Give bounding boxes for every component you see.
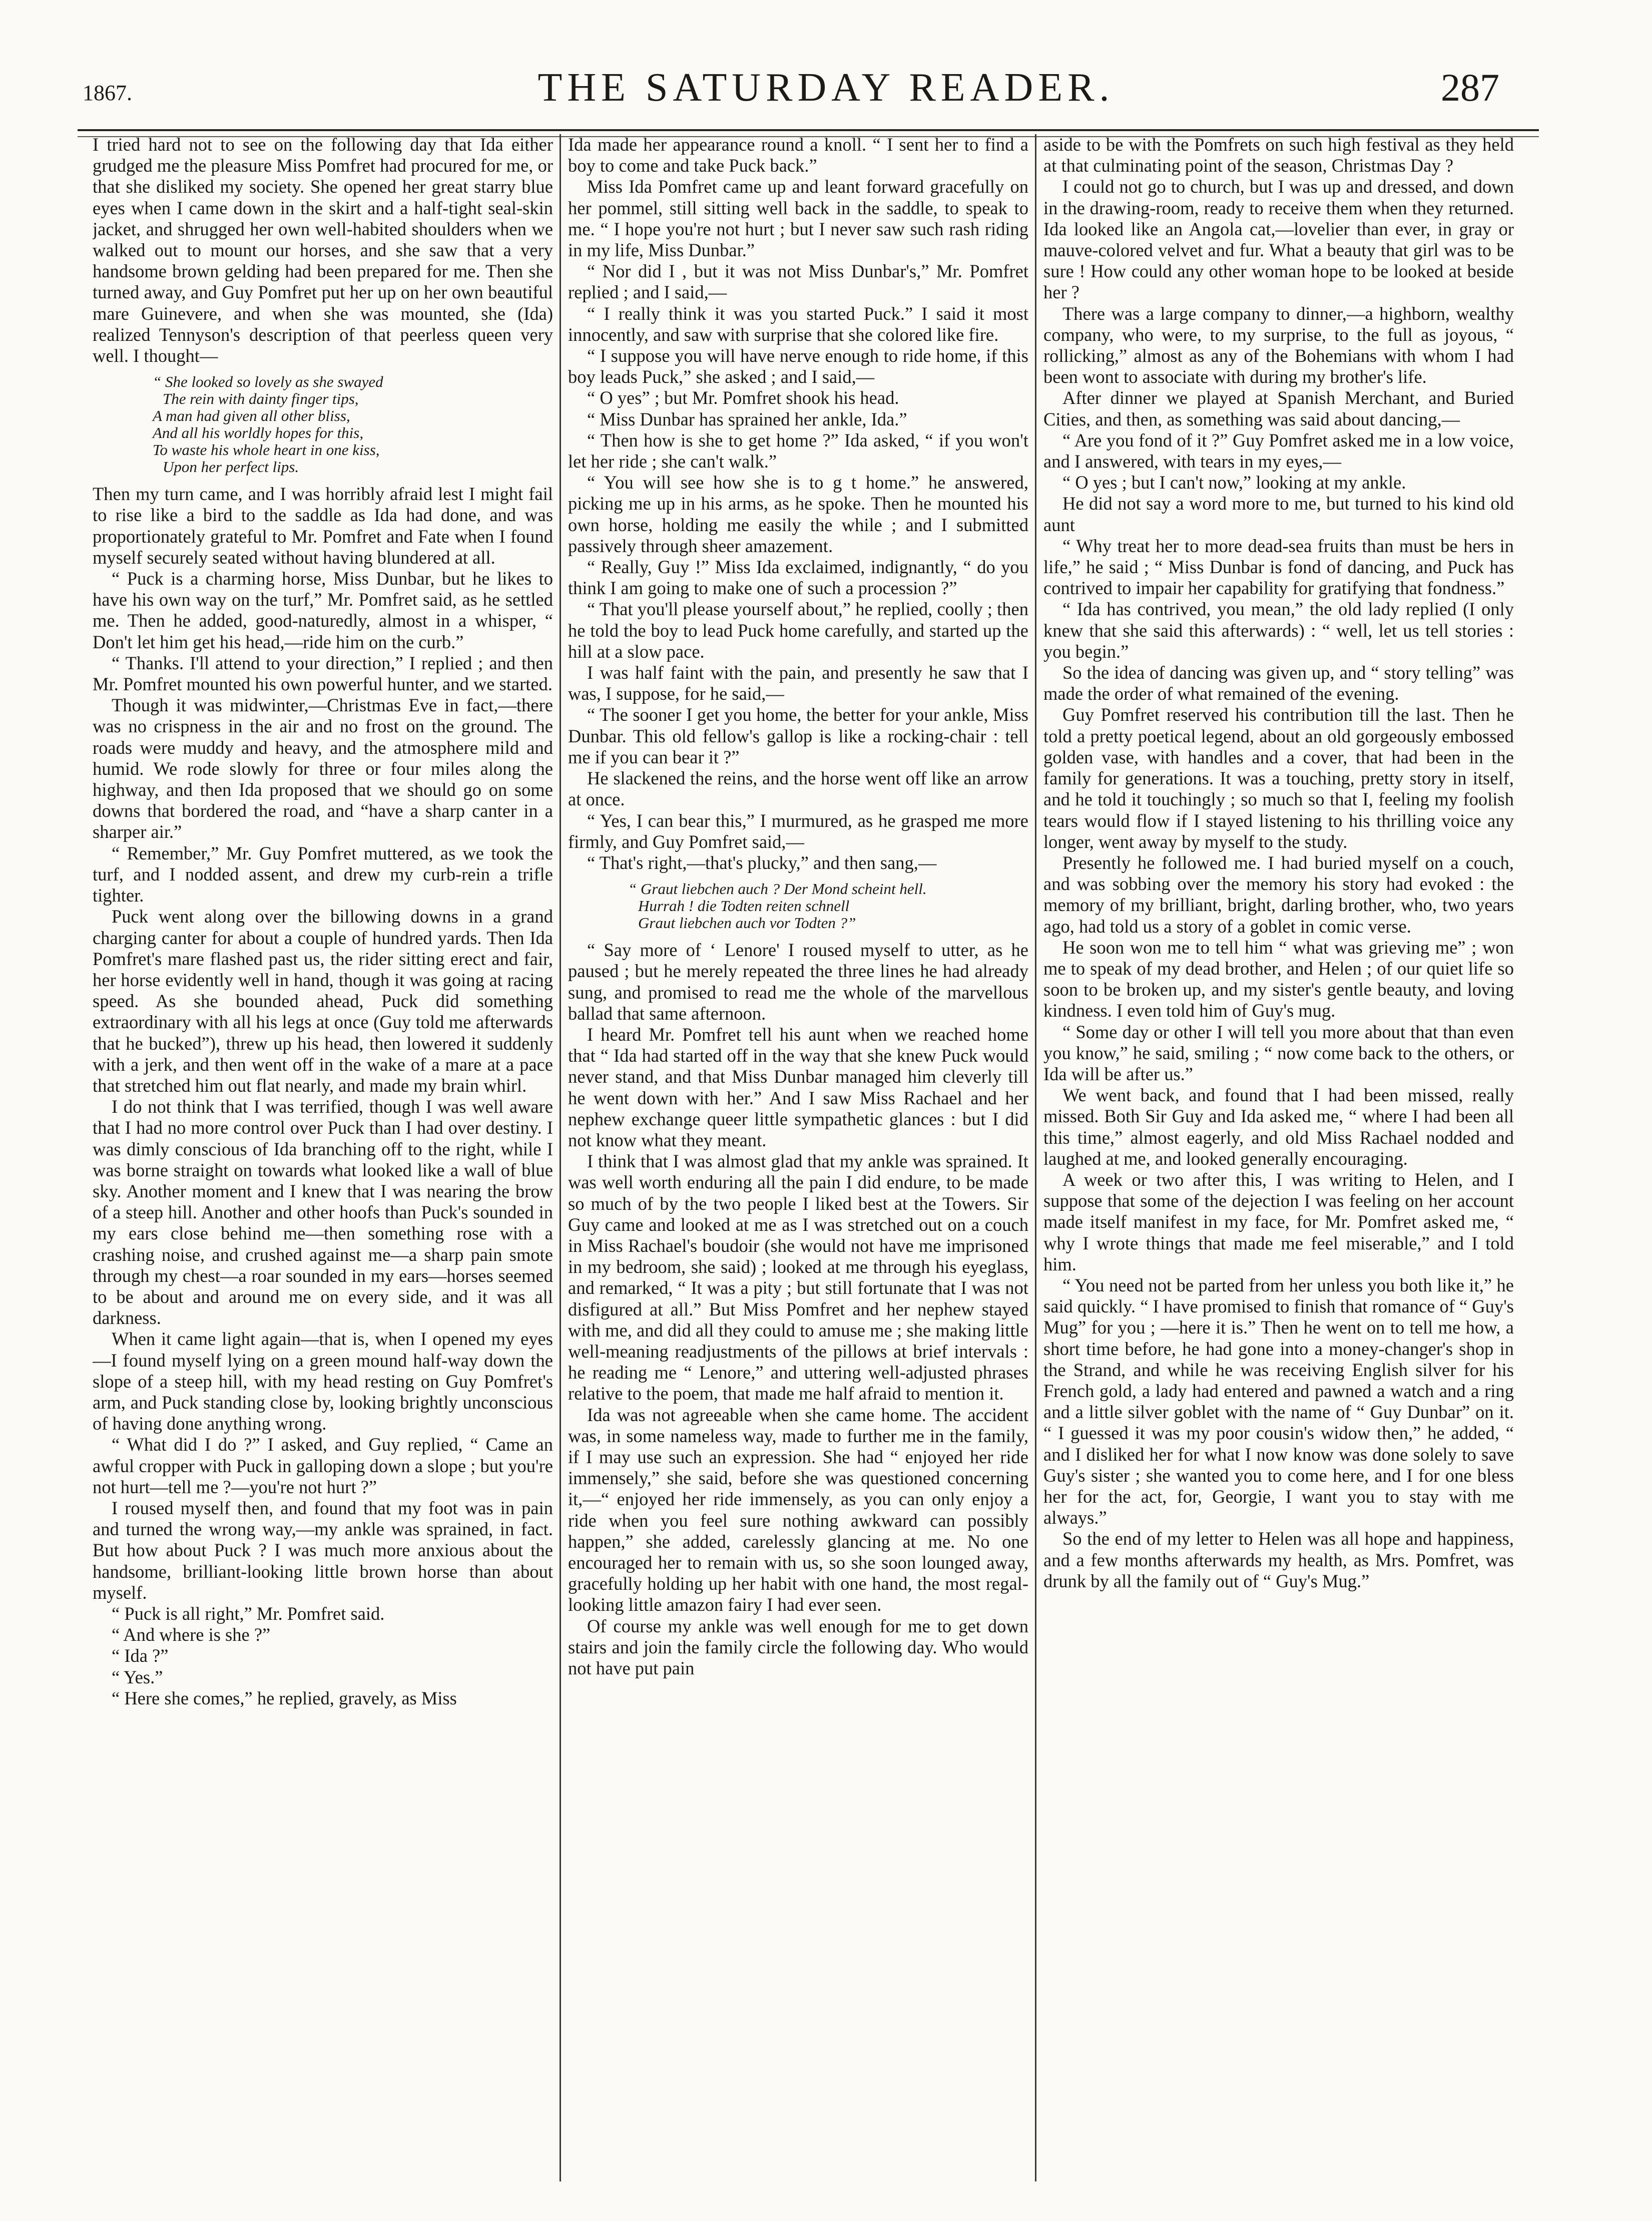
paragraph: “ The sooner I get you home, the better for your ankle, Miss Dunbar. This old fellow's gallop is like a rocking-chair : tell me if you can bear it ?” <box>568 704 1028 767</box>
paragraph: “ Miss Dunbar has sprained her ankle, Ida.” <box>587 408 907 429</box>
paragraph: aside to be with the Pomfrets on such high festival as they held at that culminating point of the season, Christmas Day ? <box>1043 134 1514 176</box>
paragraph: “ Remember,” Mr. Guy Pomfret muttered, as we took the turf, and I nodded assent, and drew my curb-rein a trifle tighter. <box>93 842 553 906</box>
paragraph: “ Then how is she to get home ?” Ida asked, “ if you won't let her ride ; she can't walk.” <box>568 429 1028 472</box>
paragraph: There was a large company to dinner,—a highborn, wealthy company, who were, to my surprise, to the full as joyous, “ rollicking,” almost as any of the Bohemians with whom I had been wont to associate with during my brother's life. <box>1043 303 1514 387</box>
paragraph: “ Really, Guy !” Miss Ida exclaimed, indignantly, “ do you think I am going to make one of such a procession ?” <box>568 557 1028 599</box>
paragraph: “ And where is she ?” <box>112 1624 271 1645</box>
verse-line: And all his worldly hopes for this, <box>153 424 364 442</box>
paragraph: “ I really think it was you started Puck.” I said it most innocently, and saw with surprise that she colored like fire. <box>568 303 1028 345</box>
paragraph: He did not say a word more to me, but turned to his kind old aunt <box>1043 493 1514 535</box>
paragraph: “ What did I do ?” I asked, and Guy replied, “ Came an awful cropper with Puck in galloping down a slope ; but you're not hurt—tell me ?—you're not hurt ?” <box>93 1434 553 1497</box>
paragraph: “ Ida ?” <box>112 1645 169 1666</box>
paragraph: After dinner we played at Spanish Merchant, and Buried Cities, and then, as something was said about dancing,— <box>1043 387 1514 429</box>
paragraph: “ I suppose you will have nerve enough to ride home, if this boy leads Puck,” she asked ; and I said,— <box>568 345 1028 387</box>
paragraph: So the idea of dancing was given up, and “ story telling” was made the order of what remained of the evening. <box>1043 662 1514 704</box>
verse-line: Upon her perfect lips. <box>163 458 299 476</box>
paragraph: I roused myself then, and found that my foot was in pain and turned the wrong way,—my ankle was sprained, in fact. But how about Puck ? I was much more anxious about the handsome, brilliant-looking little brown horse than about myself. <box>93 1497 553 1603</box>
paragraph: I think that I was almost glad that my ankle was sprained. It was well worth enduring all the pain I did endure, to be made so much of by the two people I liked best at the Towers. Sir Guy came and looked at me as I was stretched out on a couch in Miss Rachael's boudoir (she would not have me imprisoned in my bedroom, she said) ; looked at me through his eyeglass, and remarked, “ It was a pity ; but still fortunate that I was not disfigured at all.” But Miss Pomfret and her nephew stayed with me, and did all they could to amuse me ; she making little well-meaning readjustments of the pillows at brief intervals : he reading me “ Lenore,” and uttering well-adjusted phrases relative to the poem, that made me half afraid to mention it. <box>568 1151 1028 1404</box>
column-1 <box>93 134 553 2191</box>
paragraph: “ Puck is a charming horse, Miss Dunbar, but he likes to have his own way on the turf,” Mr. Pomfret said, as he settled me. Then he added, good-naturedly, almost in a whisper, “ Don't let him get his head,—ride him on the curb.” <box>93 568 553 652</box>
paragraph: “ O yes” ; but Mr. Pomfret shook his head. <box>587 387 899 408</box>
issue-date: 1867. <box>83 81 132 105</box>
masthead-title: THE SATURDAY READER. <box>537 66 1115 110</box>
column-2 <box>568 134 1028 2191</box>
header-rule <box>78 129 1539 131</box>
paragraph: “ O yes ; but I can't now,” looking at my ankle. <box>1062 472 1406 493</box>
paragraph: “ You need not be parted from her unless you both like it,” he said quickly. “ I have promised to finish that romance of “ Guy's Mug” for you ; —here it is.” Then he went on to tell me how, a short time before, he had gone into a money-changer's shop in the Strand, and while he was receiving English silver for his French gold, a lady had entered and pawned a watch and a ring and a little silver goblet with the name of “ Guy Dunbar” on it. “ I guessed it was my poor cousin's widow then,” he added, “ and I disliked her for what I now know was done solely to save Guy's sister ; she wanted you to come here, and I for one bless her for the act, for, Georgie, I want you to stay with me always.” <box>1043 1274 1514 1528</box>
verse-line: A man had given all other bliss, <box>153 407 350 425</box>
paragraph: Ida made her appearance round a knoll. “ I sent her to find a boy to come and take Puck back.” <box>568 134 1028 176</box>
paragraph: “ Nor did I , but it was not Miss Dunbar's,” Mr. Pomfret replied ; and I said,— <box>568 261 1028 303</box>
verse-line: The rein with dainty finger tips, <box>163 390 359 408</box>
verse-line: To waste his whole heart in one kiss, <box>153 441 380 459</box>
page-header <box>0 45 1652 130</box>
paragraph: Of course my ankle was well enough for me to get down stairs and join the family circle the following day. Who would not have put pain <box>568 1615 1028 1679</box>
paragraph: “ That you'll please yourself about,” he replied, coolly ; then he told the boy to lead Puck home carefully, and started up the hill at a slow pace. <box>568 599 1028 662</box>
paragraph: He soon won me to tell him “ what was grieving me” ; won me to speak of my dead brother, and Helen ; of our quiet life so soon to be broken up, and my sister's gentle beauty, and loving kindness. I even told him of Guy's mug. <box>1043 937 1514 1021</box>
paragraph: Ida was not agreeable when she came home. The accident was, in some nameless way, made to further me in the family, if I may use such an expression. She had “ enjoyed her ride immensely,” she said, before she was questioned concerning it,—“ enjoyed her ride immensely, as you can only enjoy a ride when you feel sure nothing awkward can possibly happen,” she added, carelessly glancing at me. No one encouraged her to remain with us, so she soon lounged away, gracefully holding up her habit with one hand, the most regal-looking little amazon fairy I had ever seen. <box>568 1404 1028 1615</box>
paragraph: Presently he followed me. I had buried myself on a couch, and was sobbing over the memory his story had evoked : the memory of my brilliant, bright, darling brother, who, two years ago, had told us a story of a goblet in comic verse. <box>1043 852 1514 937</box>
paragraph: I do not think that I was terrified, though I was well aware that I had no more control over Puck than I had over destiny. I was dimly conscious of Ida branching off to the right, while I was borne straight on towards what looked like a wall of blue sky. Another moment and I knew that I was nearing the brow of a steep hill. Another and other hoofs than Puck's sounded in my ears close behind me—then something rose with a crashing noise, and crushed against me—a sharp pain smote through my chest—a roar sounded in my ears—horses seemed to be about and around me on every side, and it was all darkness. <box>93 1096 553 1328</box>
page-number: 287 <box>1441 66 1499 109</box>
paragraph: So the end of my letter to Helen was all hope and happiness, and a few months afterwards my health, as Mrs. Pomfret, was drunk by all the family out of “ Guy's Mug.” <box>1043 1528 1514 1591</box>
paragraph: He slackened the reins, and the horse went off like an arrow at once. <box>568 768 1028 810</box>
lenore-verse <box>628 880 1028 932</box>
paragraph: Then my turn came, and I was horribly afraid lest I might fail to rise like a bird to the saddle as Ida had done, and was proportionately grateful to Mr. Pomfret and Fate when I found myself securely seated without having blundered at all. <box>93 484 553 568</box>
paragraph: “ Thanks. I'll attend to your direction,” I replied ; and then Mr. Pomfret mounted his own powerful hunter, and we started. <box>93 652 553 695</box>
paragraph: I heard Mr. Pomfret tell his aunt when we reached home that “ Ida had started off in the way that she knew Puck would never stand, and that Miss Dunbar managed him cleverly till he went down with her.” And I saw Miss Rachael and her nephew exchange queer little sympathetic glances : but I did not know what they meant. <box>568 1024 1028 1150</box>
paragraph: “ Why treat her to more dead-sea fruits than must be hers in life,” he said ; “ Miss Dunbar is fond of dancing, and Puck has contrived to impair her capability for gratifying that fondness.” <box>1043 535 1514 599</box>
paragraph: A week or two after this, I was writing to Helen, and I suppose that some of the dejection I was feeling on her account made itself manifest in my face, for Mr. Pomfret asked me, “ why I wrote things that made me feel miserable,” and I told him. <box>1043 1169 1514 1274</box>
paragraph: “ Yes, I can bear this,” I murmured, as he grasped me more firmly, and Guy Pomfret said,— <box>568 810 1028 852</box>
paragraph: “ Puck is all right,” Mr. Pomfret said. <box>112 1603 385 1624</box>
paragraph: I tried hard not to see on the following day that Ida either grudged me the pleasure Miss Pomfret had procured for me, or that she disliked my society. She opened her great starry blue eyes when I came down in the skirt and a half-tight seal-skin jacket, and shrugged her own well-habited shoulders when we walked out to mount our horses, and she saw that a very handsome brown gelding had been prepared for me. Then she turned away, and Guy Pomfret put her up on her own beautiful mare Guinevere, and when she was mounted, she (Ida) realized Tennyson's description of that peerless queen very well. I thought— <box>93 134 553 366</box>
paragraph: I could not go to church, but I was up and dressed, and down in the drawing-room, ready to receive them when they returned. Ida looked like an Angola cat,—lovelier than ever, in gray or mauve-colored velvet and fur. What a beauty that girl was to be sure ! How could any other woman hope to be looked at beside her ? <box>1043 176 1514 303</box>
paragraph: “ Ida has contrived, you mean,” the old lady replied (I only knew that she said this afterwards) : “ well, let us tell stories : you begin.” <box>1043 599 1514 662</box>
paragraph: “ Say more of ‘ Lenore' I roused myself to utter, as he paused ; but he merely repeated the three lines he had already sung, and promised to read me the whole of the marvellous ballad that same afternoon. <box>568 940 1028 1024</box>
paragraph: Guy Pomfret reserved his contribution till the last. Then he told a pretty poetical legend, about an old gorgeously embossed golden vase, with handles and a cover, that had been in the family for generations. It was a touching, pretty story in itself, and he told it touchingly ; so much so that I, feeling my foolish tears would flow if I stayed listening to his thrilling voice any longer, went away by myself to the study. <box>1043 704 1514 852</box>
paragraph: Puck went along over the billowing downs in a grand charging canter for about a couple of hundred yards. Then Ida Pomfret's mare flashed past us, the rider sitting erect and fair, her horse evidently well in hand, though it was going at racing speed. As she bounded ahead, Puck did something extraordinary with all his legs at once (Guy told me afterwards that he bucked”), threw up his head, then lowered it suddenly with a jerk, and then went off in the wake of a mare at a pace that stretched him out flat nearly, and made my brain whirl. <box>93 906 553 1096</box>
paragraph: Miss Ida Pomfret came up and leant forward gracefully on her pommel, still sitting well back in the saddle, to speak to me. “ I hope you're not hurt ; but I never saw such rash riding in my life, Miss Dunbar.” <box>568 176 1028 261</box>
paragraph: We went back, and found that I had been missed, really missed. Both Sir Guy and Ida asked me, “ where I had been all this time,” almost eagerly, and old Miss Rachael nodded and laughed at me, and looked generally encouraging. <box>1043 1085 1514 1169</box>
verse-line: “ Graut liebchen auch ? Der Mond scheint hell. <box>628 880 927 898</box>
paragraph: “ Are you fond of it ?” Guy Pomfret asked me in a low voice, and I answered, with tears in my eyes,— <box>1043 429 1514 472</box>
verse-line: Hurrah ! die Todten reiten schnell <box>638 897 850 915</box>
paragraph: “ Yes.” <box>112 1666 163 1687</box>
paragraph: “ You will see how she is to g t home.” he answered, picking me up in his arms, as he spoke. Then he mounted his own horse, holding me easily the while ; and I submitted passively through sheer amazement. <box>568 472 1028 556</box>
paragraph: “ Some day or other I will tell you more about that than even you know,” he said, smiling ; “ now come back to the others, or Ida will be after us.” <box>1043 1021 1514 1084</box>
column-divider-1 <box>560 134 561 2181</box>
paragraph: Though it was midwinter,—Christmas Eve in fact,—there was no crispness in the air and no frost on the ground. The roads were muddy and heavy, and the atmosphere mild and humid. We rode slowly for three or four miles along the highway, and then Ida proposed that we should go on some downs that bordered the road, and “have a sharp canter in a sharper air.” <box>93 695 553 842</box>
tennyson-verse <box>153 373 553 476</box>
column-3 <box>1043 134 1514 2191</box>
paragraph: “ That's right,—that's plucky,” and then sang,— <box>587 852 937 873</box>
verse-line: Graut liebchen auch vor Todten ?” <box>638 914 856 932</box>
paragraph: “ Here she comes,” he replied, gravely, as Miss <box>112 1687 457 1708</box>
verse-line: “ She looked so lovely as she swayed <box>153 373 383 391</box>
column-divider-2 <box>1035 134 1036 2181</box>
paragraph: When it came light again—that is, when I opened my eyes—I found myself lying on a green mound half-way down the slope of a steep hill, with my head resting on Guy Pomfret's arm, and Puck standing close by, looking brightly unconscious of having done anything wrong. <box>93 1328 553 1434</box>
paragraph: I was half faint with the pain, and presently he saw that I was, I suppose, for he said,— <box>568 662 1028 704</box>
